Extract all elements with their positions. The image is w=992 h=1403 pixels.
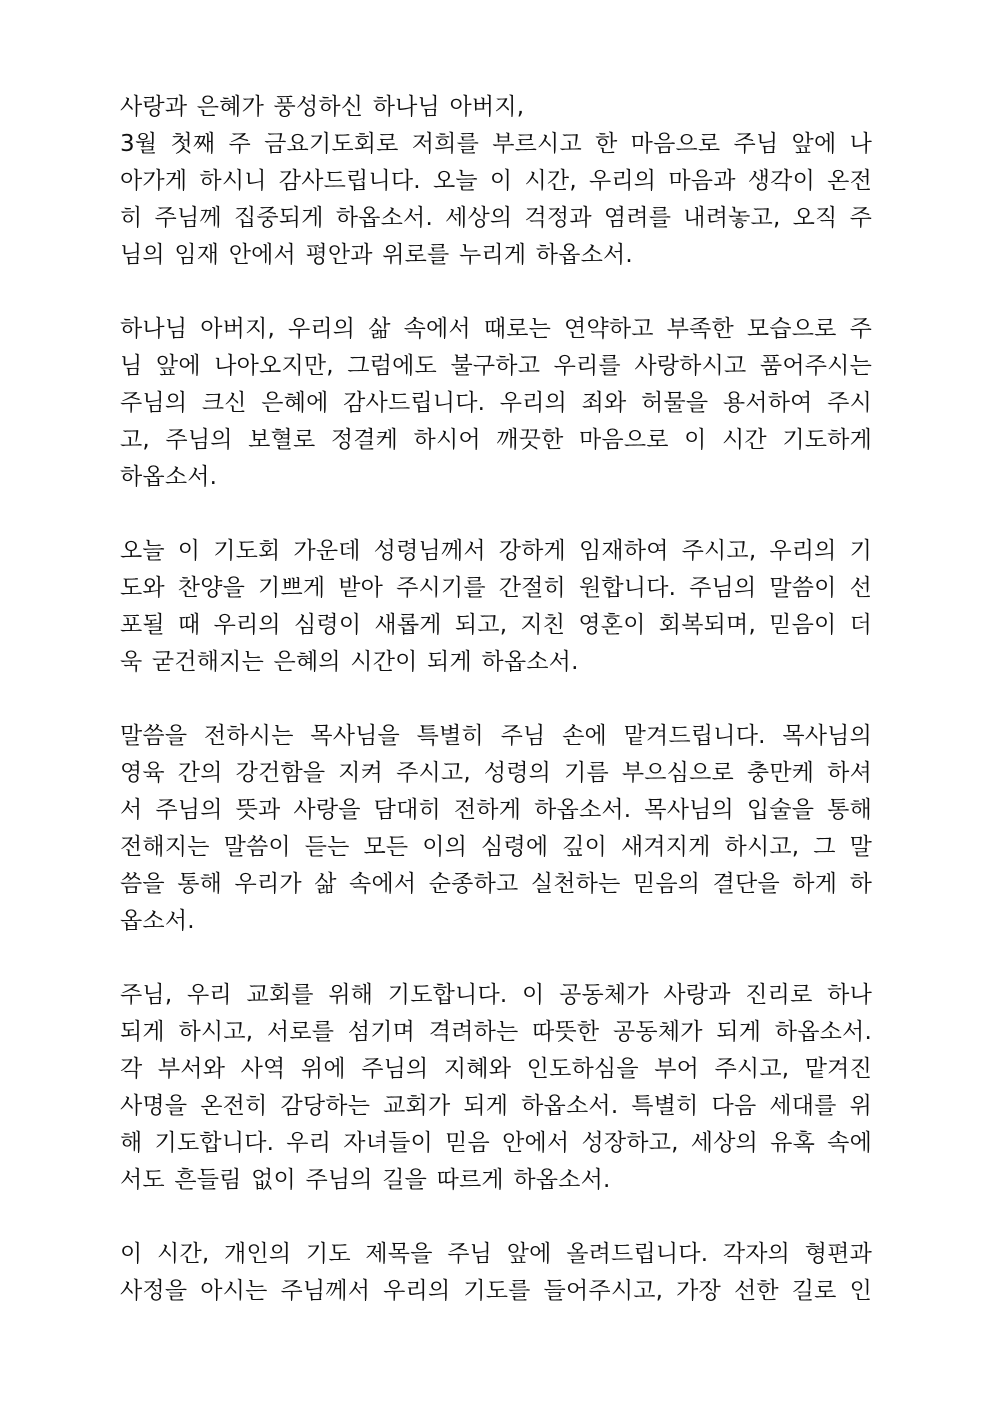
text-line: 사정을 아시는 주님께서 우리의 기도를 들어주시고, 가장 선한 길로 인 xyxy=(120,1278,872,1304)
text-line: 전해지는 말씀이 듣는 모든 이의 심령에 깊이 새겨지게 하시고, 그 말 xyxy=(120,834,872,860)
text-line: 히 주님께 집중되게 하옵소서. 세상의 걱정과 염려를 내려놓고, 오직 주 xyxy=(120,205,872,231)
paragraph-holy-spirit xyxy=(120,533,872,681)
text-line: 주님, 우리 교회를 위해 기도합니다. 이 공동체가 사랑과 진리로 하나 xyxy=(120,982,872,1008)
text-line: 욱 굳건해지는 은혜의 시간이 되게 하옵소서. xyxy=(120,649,579,675)
text-line: 님의 임재 안에서 평안과 위로를 누리게 하옵소서. xyxy=(120,242,633,268)
paragraph-confession xyxy=(120,311,872,496)
text-line: 해 기도합니다. 우리 자녀들이 믿음 안에서 성장하고, 세상의 유혹 속에 xyxy=(120,1130,872,1156)
text-line: 옵소서. xyxy=(120,908,195,934)
text-line: 아가게 하시니 감사드립니다. 오늘 이 시간, 우리의 마음과 생각이 온전 xyxy=(120,168,872,194)
paragraph-opening xyxy=(120,89,872,274)
text-line: 사명을 온전히 감당하는 교회가 되게 하옵소서. 특별히 다음 세대를 위 xyxy=(120,1093,872,1119)
text-line: 되게 하시고, 서로를 섬기며 격려하는 따뜻한 공동체가 되게 하옵소서. xyxy=(120,1019,872,1045)
text-line: 고, 주님의 보혈로 정결케 하시어 깨끗한 마음으로 이 시간 기도하게 xyxy=(120,427,872,453)
text-line: 사랑과 은혜가 풍성하신 하나님 아버지, xyxy=(120,94,525,120)
paragraph-church xyxy=(120,977,872,1199)
text-line: 영육 간의 강건함을 지켜 주시고, 성령의 기름 부으심으로 충만케 하셔 xyxy=(120,760,872,786)
text-line: 님 앞에 나아오지만, 그럼에도 불구하고 우리를 사랑하시고 품어주시는 xyxy=(120,353,872,379)
text-line: 말씀을 전하시는 목사님을 특별히 주님 손에 맡겨드립니다. 목사님의 xyxy=(120,723,872,749)
text-line: 주님의 크신 은혜에 감사드립니다. 우리의 죄와 허물을 용서하여 주시 xyxy=(120,390,872,416)
text-line: 3월 첫째 주 금요기도회로 저희를 부르시고 한 마음으로 주님 앞에 나 xyxy=(120,131,872,157)
document-page xyxy=(120,89,872,1347)
text-line: 이 시간, 개인의 기도 제목을 주님 앞에 올려드립니다. 각자의 형편과 xyxy=(120,1241,872,1267)
paragraph-pastor xyxy=(120,718,872,940)
text-line: 서도 흔들림 없이 주님의 길을 따르게 하옵소서. xyxy=(120,1167,611,1193)
text-line: 도와 찬양을 기쁘게 받아 주시기를 간절히 원합니다. 주님의 말씀이 선 xyxy=(120,575,872,601)
paragraph-personal-prayer xyxy=(120,1236,872,1310)
text-line: 씀을 통해 우리가 삶 속에서 순종하고 실천하는 믿음의 결단을 하게 하 xyxy=(120,871,872,897)
text-line: 하나님 아버지, 우리의 삶 속에서 때로는 연약하고 부족한 모습으로 주 xyxy=(120,316,872,342)
text-line: 오늘 이 기도회 가운데 성령님께서 강하게 임재하여 주시고, 우리의 기 xyxy=(120,538,872,564)
text-line: 각 부서와 사역 위에 주님의 지혜와 인도하심을 부어 주시고, 맡겨진 xyxy=(120,1056,872,1082)
text-line: 포될 때 우리의 심령이 새롭게 되고, 지친 영혼이 회복되며, 믿음이 더 xyxy=(120,612,872,638)
text-line: 하옵소서. xyxy=(120,464,218,490)
text-line: 서 주님의 뜻과 사랑을 담대히 전하게 하옵소서. 목사님의 입술을 통해 xyxy=(120,797,872,823)
